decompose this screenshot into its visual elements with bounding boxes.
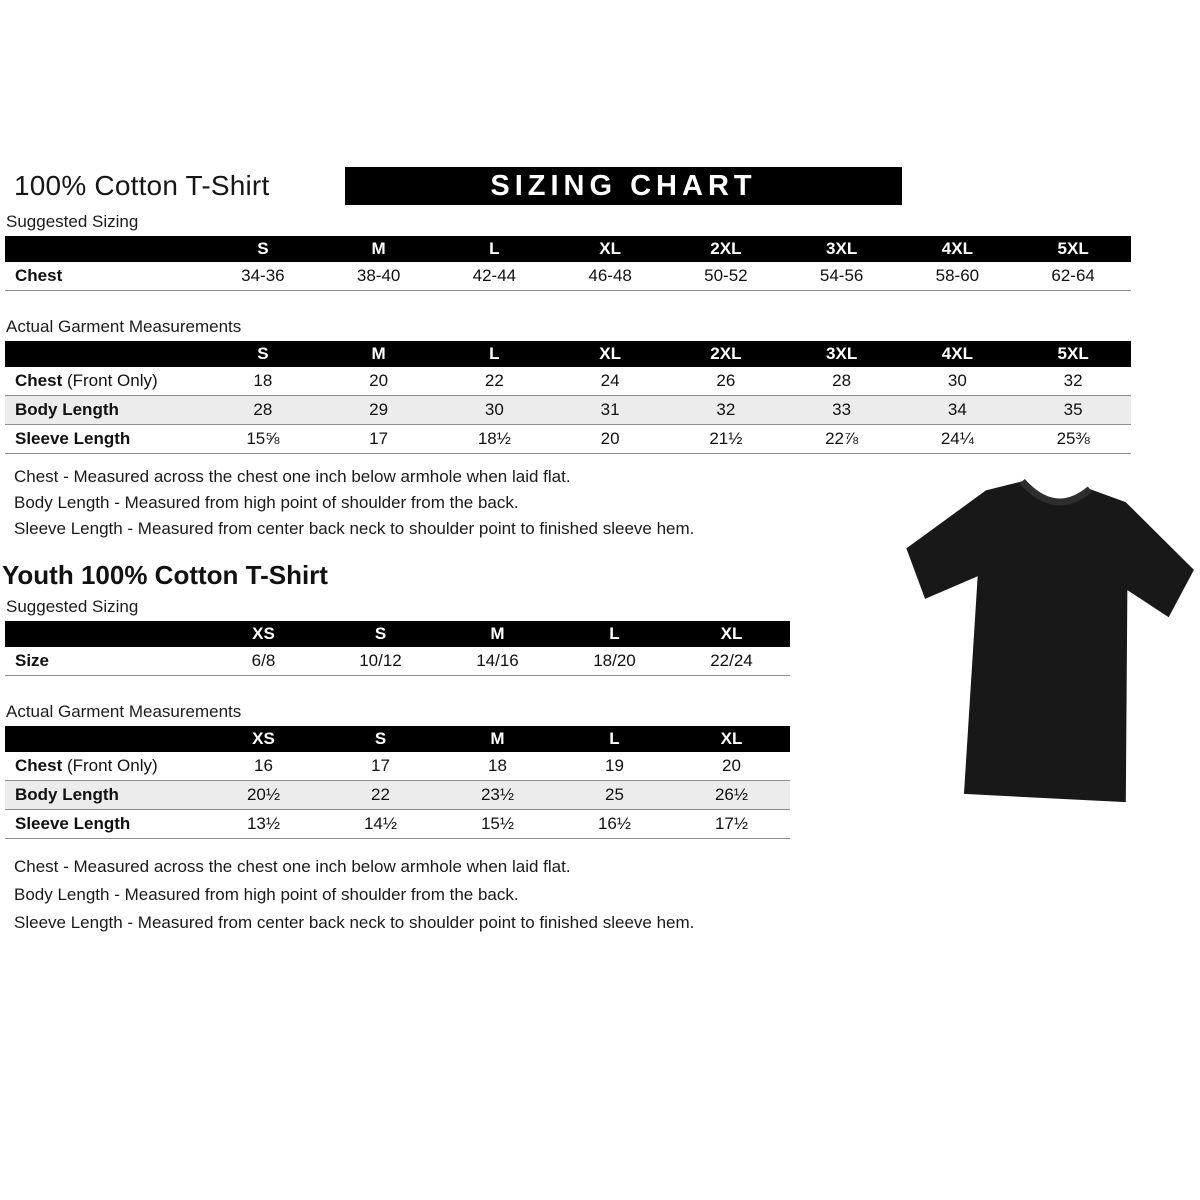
- row-label-suffix: (Front Only): [62, 756, 158, 775]
- row-label: [5, 400, 205, 420]
- youth-suggested-header-row: [5, 621, 790, 647]
- column-header: M: [490, 624, 505, 643]
- page-title: 100% Cotton T-Shirt: [14, 170, 270, 201]
- size-value: 20: [600, 429, 620, 448]
- size-value: 22: [371, 785, 390, 804]
- size-value: 16: [254, 756, 273, 775]
- column-header: 4XL: [941, 239, 973, 258]
- size-value: 32: [716, 400, 736, 419]
- column-header: XS: [252, 624, 275, 643]
- size-value: 35: [1063, 400, 1083, 419]
- table-row-chest-front-only: [5, 367, 1131, 396]
- size-value: 32: [1063, 371, 1083, 390]
- size-value: 15½: [480, 814, 515, 833]
- size-value: 6/8: [251, 651, 276, 670]
- table-row-chest: [5, 262, 1131, 291]
- column-header: 2XL: [710, 239, 742, 258]
- size-value: 17: [371, 756, 390, 775]
- column-header: 3XL: [826, 344, 858, 363]
- youth-actual-measurements-label: Actual Garment Measurements: [6, 702, 242, 721]
- size-value: 25: [605, 785, 624, 804]
- size-value: 23½: [480, 785, 515, 804]
- size-value: 34-36: [241, 266, 285, 285]
- size-value: 14/16: [476, 651, 519, 670]
- column-header: XL: [720, 624, 743, 643]
- size-value: 14½: [363, 814, 398, 833]
- table-row-size: [5, 647, 790, 676]
- header-row: [0, 166, 1200, 206]
- column-header: XL: [599, 344, 621, 363]
- size-value: 20: [369, 371, 389, 390]
- table-row-chest-front-only: [5, 752, 790, 781]
- size-value: 18½: [477, 429, 511, 448]
- size-value: 18: [488, 756, 507, 775]
- column-header: M: [371, 344, 386, 363]
- size-value: 30: [947, 371, 967, 390]
- tshirt-image: [890, 466, 1200, 816]
- tshirt-graphic: [890, 466, 1200, 816]
- size-value: 17: [369, 429, 389, 448]
- adult-actual-measurements-label: Actual Garment Measurements: [6, 317, 242, 336]
- column-header: L: [489, 239, 500, 258]
- note-sleeve-length: Sleeve Length - Measured from center back neck to shoulder point to finished sleeve hem.: [14, 519, 695, 538]
- row-label: [5, 814, 205, 834]
- size-value: 38-40: [356, 266, 401, 285]
- size-value: 22/24: [710, 651, 753, 670]
- size-value: 29: [369, 400, 389, 419]
- size-value: 26: [716, 371, 736, 390]
- size-value: 46-48: [588, 266, 632, 285]
- size-value: 42-44: [472, 266, 517, 285]
- note-chest: Chest - Measured across the chest one inch below armhole when laid flat.: [14, 467, 571, 486]
- adult-suggested-sizing-table: [5, 236, 1131, 291]
- size-value: 33: [832, 400, 852, 419]
- size-value: 24¼: [940, 429, 974, 448]
- adult-actual-measurements-table: [5, 341, 1131, 454]
- size-value: 19: [605, 756, 624, 775]
- size-value: 20: [722, 756, 741, 775]
- table-row-sleeve-length: [5, 425, 1131, 454]
- column-header: 5XL: [1057, 344, 1089, 363]
- row-label-main: Sleeve Length: [15, 429, 131, 448]
- size-value: 28: [832, 371, 852, 390]
- size-value: 21½: [709, 429, 743, 448]
- adult-suggested-header-row: [5, 236, 1131, 262]
- size-value: 58-60: [935, 266, 980, 285]
- column-header: 4XL: [941, 344, 973, 363]
- column-header: XL: [720, 729, 743, 748]
- size-value: 54-56: [819, 266, 864, 285]
- size-value: 24: [600, 371, 620, 390]
- column-header: S: [374, 729, 387, 748]
- size-value: 50-52: [704, 266, 748, 285]
- note-chest: Chest - Measured across the chest one inch below armhole when laid flat.: [14, 857, 571, 876]
- table-row-body-length: [5, 781, 790, 810]
- size-value: 30: [484, 400, 504, 419]
- adult-suggested-sizing-label: Suggested Sizing: [6, 212, 139, 231]
- youth-section-title: Youth 100% Cotton T-Shirt: [2, 560, 328, 590]
- size-value: 13½: [246, 814, 281, 833]
- row-label: Chest: [15, 266, 63, 285]
- row-label: Size: [15, 651, 50, 670]
- size-value: 16½: [597, 814, 632, 833]
- size-value: 17½: [714, 814, 749, 833]
- size-value: 25⅜: [1056, 429, 1090, 448]
- note-sleeve-length: Sleeve Length - Measured from center back neck to shoulder point to finished sleeve hem.: [14, 913, 695, 932]
- column-header: L: [489, 344, 500, 363]
- table-row-body-length: [5, 396, 1131, 425]
- column-header: M: [490, 729, 505, 748]
- row-label-main: Body Length: [15, 785, 119, 804]
- note-body-length: Body Length - Measured from high point of shoulder from the back.: [14, 885, 519, 904]
- size-value: 22⅞: [825, 429, 859, 448]
- row-label: [5, 371, 205, 391]
- size-value: 18/20: [593, 651, 636, 670]
- tshirt-body: [900, 478, 1196, 803]
- row-label: [5, 756, 205, 776]
- column-header: M: [371, 239, 386, 258]
- column-header: S: [374, 624, 387, 643]
- youth-actual-measurements-table: [5, 726, 790, 839]
- youth-suggested-sizing-label: Suggested Sizing: [6, 597, 139, 616]
- youth-suggested-sizing-table: [5, 621, 790, 676]
- size-value: 22: [484, 371, 504, 390]
- column-header: L: [609, 624, 620, 643]
- sizing-chart-banner: SIZING CHART: [345, 167, 902, 205]
- column-header: L: [609, 729, 620, 748]
- note-body-length: Body Length - Measured from high point of shoulder from the back.: [14, 493, 519, 512]
- column-header: 3XL: [826, 239, 858, 258]
- youth-actual-header-row: [5, 726, 790, 752]
- row-label-main: Chest: [15, 756, 63, 775]
- column-header: S: [257, 344, 269, 363]
- row-label-main: Chest: [15, 371, 63, 390]
- size-value: 15⅝: [246, 429, 280, 448]
- size-value: 31: [600, 400, 620, 419]
- adult-actual-header-row: [5, 341, 1131, 367]
- row-label: [5, 785, 205, 805]
- column-header: S: [257, 239, 269, 258]
- youth-measurement-notes: [14, 853, 1200, 937]
- column-header: 2XL: [710, 344, 742, 363]
- row-label-main: Sleeve Length: [15, 814, 131, 833]
- column-header: XS: [252, 729, 275, 748]
- size-value: 20½: [246, 785, 281, 804]
- row-label-main: Body Length: [15, 400, 119, 419]
- size-value: 62-64: [1051, 266, 1095, 285]
- row-label: [5, 429, 205, 449]
- size-value: 34: [947, 400, 967, 419]
- column-header: XL: [599, 239, 621, 258]
- row-label-suffix: (Front Only): [62, 371, 158, 390]
- size-value: 28: [253, 400, 273, 419]
- table-row-sleeve-length: [5, 810, 790, 839]
- size-value: 26½: [714, 785, 749, 804]
- size-value: 18: [253, 371, 273, 390]
- column-header: 5XL: [1057, 239, 1089, 258]
- size-value: 10/12: [359, 651, 402, 670]
